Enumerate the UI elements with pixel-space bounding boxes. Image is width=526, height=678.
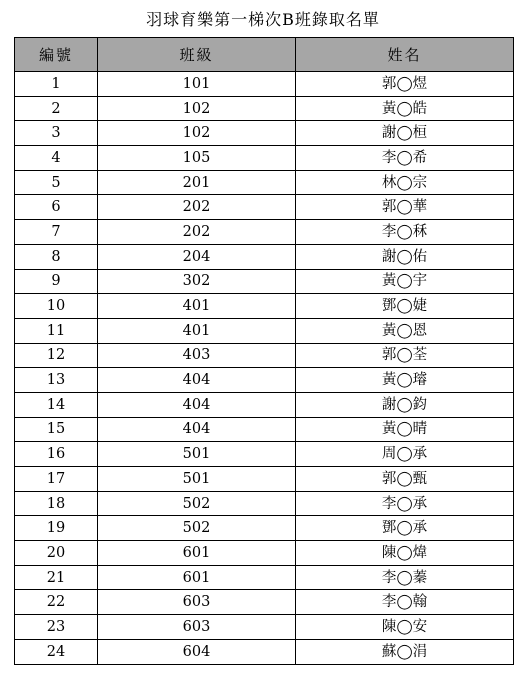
cell-name: 周◯承 — [296, 442, 514, 467]
table-row — [15, 318, 514, 343]
cell-class: 105 — [98, 146, 296, 171]
cell-class: 401 — [98, 294, 296, 319]
cell-name: 陳◯安 — [296, 615, 514, 640]
cell-name: 謝◯鈞 — [296, 392, 514, 417]
cell-name: 李◯蓁 — [296, 565, 514, 590]
cell-class: 404 — [98, 368, 296, 393]
cell-number: 3 — [15, 121, 98, 146]
cell-class: 501 — [98, 442, 296, 467]
cell-number: 19 — [15, 516, 98, 541]
cell-class: 601 — [98, 541, 296, 566]
cell-number: 16 — [15, 442, 98, 467]
cell-class: 604 — [98, 639, 296, 664]
cell-class: 102 — [98, 96, 296, 121]
cell-class: 204 — [98, 244, 296, 269]
cell-name: 郭◯荃 — [296, 343, 514, 368]
cell-name: 鄧◯承 — [296, 516, 514, 541]
table-row — [15, 639, 514, 664]
cell-number: 14 — [15, 392, 98, 417]
table-row — [15, 442, 514, 467]
table-row — [15, 220, 514, 245]
table-row — [15, 96, 514, 121]
table-row — [15, 195, 514, 220]
table-row — [15, 269, 514, 294]
cell-name: 郭◯華 — [296, 195, 514, 220]
cell-number: 18 — [15, 491, 98, 516]
cell-number: 15 — [15, 417, 98, 442]
cell-name: 黃◯皓 — [296, 96, 514, 121]
cell-number: 13 — [15, 368, 98, 393]
header-row — [15, 38, 514, 72]
table-row — [15, 565, 514, 590]
cell-name: 林◯宗 — [296, 170, 514, 195]
cell-class: 404 — [98, 392, 296, 417]
table-body — [15, 72, 514, 665]
cell-number: 7 — [15, 220, 98, 245]
table-row — [15, 615, 514, 640]
header-name: 姓名 — [296, 38, 514, 72]
cell-number: 12 — [15, 343, 98, 368]
cell-number: 9 — [15, 269, 98, 294]
roster-table — [14, 37, 514, 665]
cell-name: 郭◯煜 — [296, 72, 514, 97]
cell-number: 6 — [15, 195, 98, 220]
cell-number: 4 — [15, 146, 98, 171]
header-class: 班級 — [98, 38, 296, 72]
cell-number: 11 — [15, 318, 98, 343]
table-row — [15, 392, 514, 417]
table-row — [15, 170, 514, 195]
cell-name: 謝◯桓 — [296, 121, 514, 146]
cell-class: 404 — [98, 417, 296, 442]
cell-name: 蘇◯涓 — [296, 639, 514, 664]
table-header — [15, 38, 514, 72]
cell-number: 17 — [15, 467, 98, 492]
cell-name: 陳◯煒 — [296, 541, 514, 566]
cell-name: 黃◯璿 — [296, 368, 514, 393]
cell-name: 黃◯恩 — [296, 318, 514, 343]
cell-name: 李◯翰 — [296, 590, 514, 615]
table-row — [15, 244, 514, 269]
cell-name: 黃◯晴 — [296, 417, 514, 442]
cell-class: 502 — [98, 516, 296, 541]
cell-number: 22 — [15, 590, 98, 615]
cell-class: 201 — [98, 170, 296, 195]
table-row — [15, 417, 514, 442]
cell-number: 1 — [15, 72, 98, 97]
cell-name: 謝◯佑 — [296, 244, 514, 269]
header-number: 編號 — [15, 38, 98, 72]
table-row — [15, 467, 514, 492]
table-row — [15, 368, 514, 393]
cell-number: 8 — [15, 244, 98, 269]
cell-class: 603 — [98, 590, 296, 615]
table-row — [15, 541, 514, 566]
cell-name: 鄧◯婕 — [296, 294, 514, 319]
cell-name: 黃◯宇 — [296, 269, 514, 294]
cell-number: 24 — [15, 639, 98, 664]
table-row — [15, 516, 514, 541]
cell-class: 403 — [98, 343, 296, 368]
cell-name: 李◯希 — [296, 146, 514, 171]
cell-name: 李◯承 — [296, 491, 514, 516]
cell-class: 302 — [98, 269, 296, 294]
cell-number: 5 — [15, 170, 98, 195]
cell-class: 102 — [98, 121, 296, 146]
table-row — [15, 590, 514, 615]
cell-number: 2 — [15, 96, 98, 121]
table-row — [15, 72, 514, 97]
cell-class: 501 — [98, 467, 296, 492]
cell-number: 23 — [15, 615, 98, 640]
cell-class: 202 — [98, 195, 296, 220]
cell-number: 21 — [15, 565, 98, 590]
cell-class: 502 — [98, 491, 296, 516]
cell-name: 郭◯甄 — [296, 467, 514, 492]
table-row — [15, 491, 514, 516]
cell-class: 601 — [98, 565, 296, 590]
cell-number: 20 — [15, 541, 98, 566]
table-row — [15, 121, 514, 146]
cell-class: 101 — [98, 72, 296, 97]
cell-number: 10 — [15, 294, 98, 319]
page-title: 羽球育樂第一梯次B班錄取名單 — [146, 10, 380, 29]
cell-name: 李◯秝 — [296, 220, 514, 245]
cell-class: 202 — [98, 220, 296, 245]
table-row — [15, 343, 514, 368]
cell-class: 603 — [98, 615, 296, 640]
table-row — [15, 146, 514, 171]
table-row — [15, 294, 514, 319]
cell-class: 401 — [98, 318, 296, 343]
